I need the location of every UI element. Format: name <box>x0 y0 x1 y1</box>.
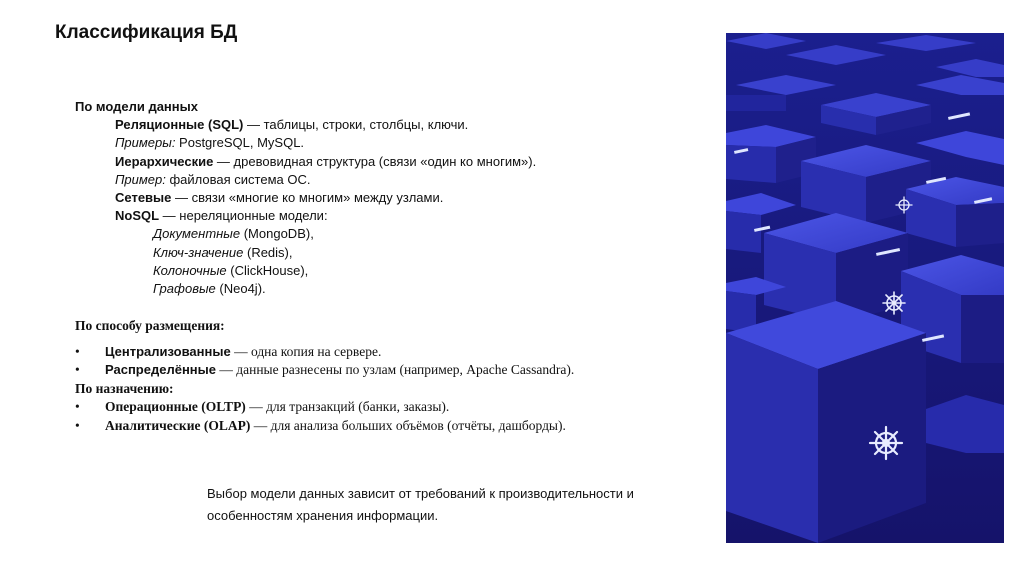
relational-example: Примеры: PostgreSQL, MySQL. <box>115 135 305 151</box>
blue-cubes-illustration <box>726 33 1004 543</box>
network-item: Сетевые — связи «многие ко многим» между узлами. <box>115 190 444 206</box>
placement-item-centralized: • Централизованные — одна копия на сервере. <box>75 343 574 362</box>
cubes-graphic <box>726 33 1004 543</box>
hierarchical-item: Иерархические — древовидная структура (связи «один ко многим»). <box>115 153 537 169</box>
nosql-type-graph: Графовые (Neo4j). <box>153 281 266 297</box>
slide-title: Классификация БД <box>55 22 238 43</box>
placement-item-distributed: • Распределённые — данные разнесены по узлам (например, Apache Cassandra). <box>75 361 574 380</box>
nosql-type-document: Документные (MongoDB), <box>153 226 314 242</box>
bullet-icon: • <box>75 362 80 377</box>
nosql-type-key-value: Ключ-значение (Redis), <box>153 244 293 260</box>
placement-purpose-section <box>75 317 574 435</box>
note-line-2: особенностям хранения информации. <box>207 508 439 523</box>
bullet-icon: • <box>75 417 80 433</box>
bullet-icon: • <box>75 399 80 414</box>
data-model-section <box>75 98 536 298</box>
purpose-item-oltp: • Операционные (OLTP) — для транзакций (банки, заказы). <box>75 398 574 417</box>
hierarchical-example: Пример: файловая система ОС. <box>115 171 311 187</box>
relational-item: Реляционные (SQL) — таблицы, строки, столбцы, ключи. <box>115 117 469 133</box>
note-line-1: Выбор модели данных зависит от требований к производительности и <box>207 486 634 501</box>
nosql-type-columnar: Колоночные (ClickHouse), <box>153 262 309 278</box>
purpose-heading: По назначению: <box>75 380 174 396</box>
nosql-item: NoSQL — нереляционные модели: <box>115 208 328 224</box>
purpose-item-olap: • Аналитические (OLAP) — для анализа больших объёмов (отчёты, дашборды). <box>75 417 574 436</box>
conclusion-note <box>207 483 687 527</box>
placement-heading: По способу размещения: <box>75 318 225 333</box>
data-model-heading: По модели данных <box>75 99 198 114</box>
bullet-icon: • <box>75 343 80 359</box>
